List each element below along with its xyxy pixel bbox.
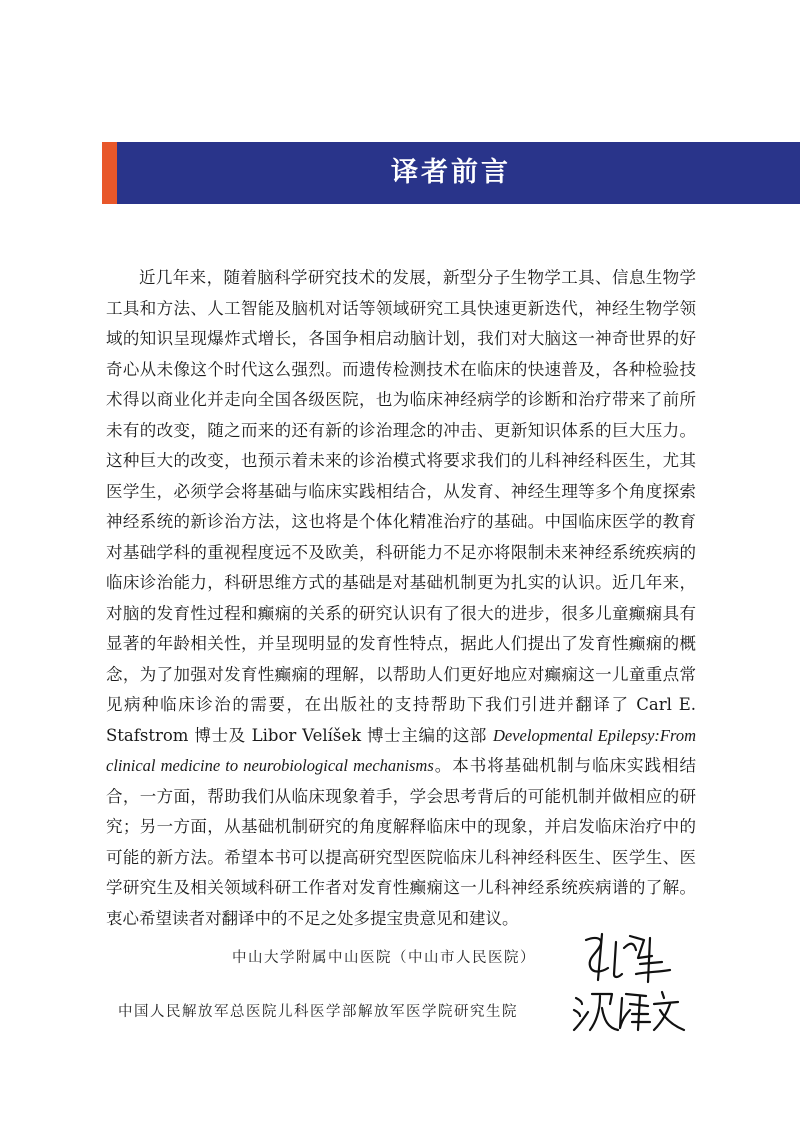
affiliation-2: 中国人民解放军总医院儿科医学部解放军医学院研究生院	[118, 1004, 518, 1020]
preface-body	[106, 263, 696, 934]
preface-text-part1: 近几年来，随着脑科学研究技术的发展，新型分子生物学工具、信息生物学工具和方法、人工智能及脑机对话等领域研究工具快速更新迭代，神经生物学领域的知识呈现爆炸式增长，各国争相启动脑计划，我们对大脑这一神奇世界的好奇心从未像这个时代这么强烈。而遗传检测技术在临床的快速普及，各种检验技术得以商业化并走向全国各级医院，也为临床神经病学的诊断和治疗带来了前所未有的改变，随之而来的还有新的诊治理念的冲击、更新知识体系的巨大压力。这种巨大的改变，也预示着未来的诊治模式将要求我们的儿科神经科医生，尤其医学生，必须学会将基础与临床实践相结合，从发育、神经生理等多个角度探索神经系统的新诊治方法，这也将是个体化精准治疗的基础。中国临床医学的教育对基础学科的重视程度远不及欧美，科研能力不足亦将限制未来神经系统疾病的临床诊治能力，科研思维方式的基础是对基础机制更为扎实的认识。近几年来，对脑的发育性过程和癫痫的关系的研究认识有了很大的进步，很多儿童癫痫具有显著的年龄相关性，并呈现明显的发育性特点，据此人们提出了发育性癫痫的概念，为了加强对发育性癫痫的理解，以帮助人们更好地应对癫痫这一儿童重点常见病种临床诊治的需要，在出版社的支持帮助下我们引进并翻译了 Carl E. Stafstrom 博士及 Libor Velíšek 博士主编的这部	[106, 268, 696, 745]
page-title: 译者前言	[391, 157, 511, 188]
handwritten-signature-1	[578, 928, 688, 986]
affiliation-1: 中山大学附属中山医院（中山市人民医院）	[232, 950, 536, 966]
book-title: Developmental Epilepsy:From clinical medicine to neurobiological mechanisms	[106, 725, 696, 775]
handwritten-signature-2	[570, 984, 690, 1040]
title-bar	[102, 142, 800, 204]
preface-text-part2: 。本书将基础机制与临床实践相结合，一方面，帮助我们从临床现象着手，学会思考背后的可能机制并做相应的研究；另一方面，从基础机制研究的角度解释临床中的现象，并启发临床治疗中的可能的新方法。希望本书可以提高研究型医院临床儿科神经科医生、医学生、医学研究生及相关领域科研工作者对发育性癫痫这一儿科神经系统疾病谱的了解。衷心希望读者对翻译中的不足之处多提宝贵意见和建议。	[106, 756, 697, 928]
